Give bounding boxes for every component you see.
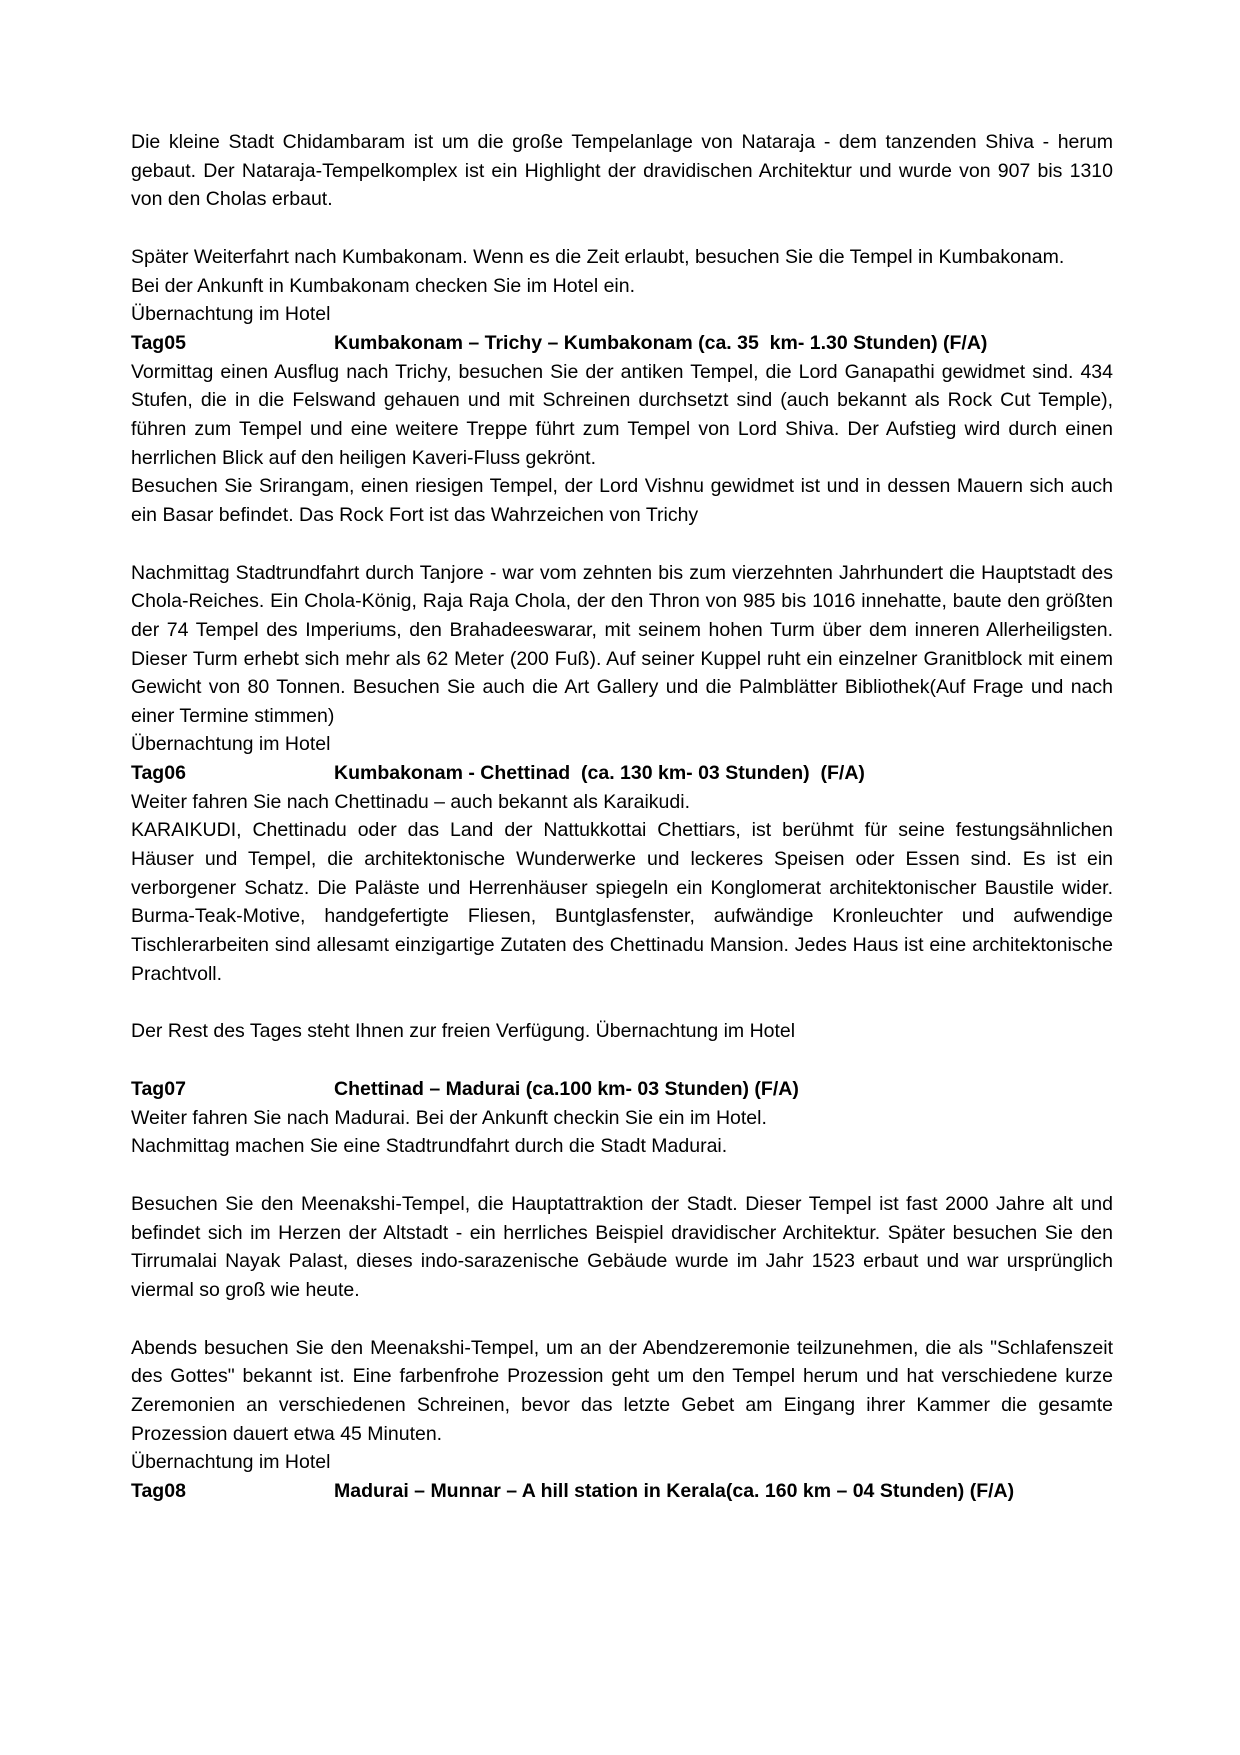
day-heading-tag06-label: Tag06 [131,762,186,785]
paragraph-tanjore: Nachmittag Stadtrundfahrt durch Tanjore - war vom zehnten bis zum vierzehnten Jahrhundert die Hauptstadt des Chola-Reiches. Ein Chola-König, Raja Raja Chola, der den Thron von 985 bis 1016 innehatte, baute den größten der 74 Tempel des Imperiums, den Brahadeeswarar, mit seinem hohen Turm über dem inneren Allerheiligsten. Dieser Turm erhebt sich mehr als 62 Meter (200 Fuß). Auf seiner Kuppel ruht ein einzelner Granitblock mit einem Gewicht von 80 Tonnen. Besuchen Sie auch die Art Gallery und die Palmblätter Bibliothek(Auf Frage und nach einer Termine stimmen) [131,561,1113,727]
paragraph-tag07-uebernachtung: Übernachtung im Hotel [131,1451,331,1474]
paragraph-spacer [131,1046,1113,1075]
paragraph-tag05-body-2: Besuchen Sie Srirangam, einen riesigen Tempel, der Lord Vishnu gewidmet ist und in dessen Mauern sich auch ein Basar befindet. Das Rock Fort ist das Wahrzeichen von Trichy [131,475,1113,526]
paragraph-tag06-freizeit: Der Rest des Tages steht Ihnen zur freien Verfügung. Übernachtung im Hotel [131,1020,796,1043]
day-heading-tag08 [131,1477,1113,1506]
paragraph-tag07-body-4: Abends besuchen Sie den Meenakshi-Tempel, um an der Abendzeremonie teilzunehmen, die als "Schlafenszeit des Gottes" bekannt ist. Eine farbenfrohe Prozession geht um den Tempel herum und hat verschiedene kurze Zeremonien an verschiedenen Schreinen, bevor das letzte Gebet am Eingang ihrer Kammer die gesamte Prozession dauert etwa 45 Minuten. [131,1336,1113,1445]
day-heading-tag06 [131,759,1113,788]
paragraph-tag07-body-3: Besuchen Sie den Meenakshi-Tempel, die Hauptattraktion der Stadt. Dieser Tempel ist fast 2000 Jahre alt und befindet sich im Herzen der Altstadt - ein herrliches Beispiel dravidischer Architektur. Später besuchen Sie den Tirrumalai Nayak Palast, dieses indo-sarazenische Gebäude wurde im Jahr 1523 erbaut und war ursprünglich viermal so groß wie heute. [131,1193,1113,1301]
paragraph-spacer [131,1305,1113,1334]
day-heading-tag07 [131,1075,1113,1104]
paragraph-kumbakonam-checkin: Bei der Ankunft in Kumbakonam checken Sie im Hotel ein. [131,274,636,297]
document-body [131,128,1113,1506]
paragraph-spacer [131,988,1113,1017]
paragraph-kumbakonam-weiterfahrt: Später Weiterfahrt nach Kumbakonam. Wenn es die Zeit erlaubt, besuchen Sie die Tempel in Kumbakonam. [131,245,1065,268]
paragraph-intro-chidambaram: Die kleine Stadt Chidambaram ist um die große Tempelanlage von Nataraja - dem tanzenden Shiva - herum gebaut. Der Nataraja-Tempelkomplex ist ein Highlight der dravidischen Architektur und wurde von 907 bis 1310 von den Cholas erbaut. [131,131,1113,211]
paragraph-spacer [131,214,1113,243]
paragraph-tanjore-uebernachtung: Übernachtung im Hotel [131,733,331,756]
paragraph-tag07-body-2: Nachmittag machen Sie eine Stadtrundfahrt durch die Stadt Madurai. [131,1135,728,1158]
paragraph-spacer [131,1161,1113,1190]
paragraph-spacer [131,530,1113,559]
day-heading-tag07-label: Tag07 [131,1078,186,1101]
day-heading-tag08-label: Tag08 [131,1479,186,1502]
day-heading-tag08-title: Madurai – Munnar – A hill station in Kerala(ca. 160 km – 04 Stunden) (F/A) [334,1479,1015,1502]
day-heading-tag07-title: Chettinad – Madurai (ca.100 km- 03 Stunden) (F/A) [334,1078,799,1101]
day-heading-tag05-label: Tag05 [131,331,186,354]
paragraph-tag07-body-1: Weiter fahren Sie nach Madurai. Bei der Ankunft checkin Sie ein im Hotel. [131,1106,767,1129]
day-heading-tag05 [131,329,1113,358]
day-heading-tag06-title: Kumbakonam - Chettinad (ca. 130 km- 03 Stunden) (F/A) [334,762,865,785]
paragraph-tag06-body-1: Weiter fahren Sie nach Chettinadu – auch bekannt als Karaikudi. [131,790,690,813]
paragraph-tag06-body-2: KARAIKUDI, Chettinadu oder das Land der Nattukkottai Chettiars, ist berühmt für seine festungsähnlichen Häuser und Tempel, die architektonische Wunderwerke und leckeres Speisen oder Essen sind. Es ist ein verborgener Schatz. Die Paläste und Herrenhäuser spiegeln ein Konglomerat architektonischer Baustile wider. Burma-Teak-Motive, handgefertigte Fliesen, Buntglasfenster, aufwändige Kronleuchter und aufwendige Tischlerarbeiten sind allesamt einzigartige Zutaten des Chettinadu Mansion. Jedes Haus ist eine architektonische Prachtvoll. [131,819,1113,985]
paragraph-tag05-body-1: Vormittag einen Ausflug nach Trichy, besuchen Sie der antiken Tempel, die Lord Ganapathi gewidmet sind. 434 Stufen, die in die Felswand gehauen und mit Schreinen durchsetzt sind (auch bekannt als Rock Cut Temple), führen zum Tempel und eine weitere Treppe führt zum Tempel von Lord Shiva. Der Aufstieg wird durch einen herrlichen Blick auf den heiligen Kaveri-Fluss gekrönt. [131,360,1113,469]
day-heading-tag05-title: Kumbakonam – Trichy – Kumbakonam (ca. 35 km- 1.30 Stunden) (F/A) [334,331,988,354]
paragraph-kumbakonam-uebernachtung: Übernachtung im Hotel [131,303,331,326]
